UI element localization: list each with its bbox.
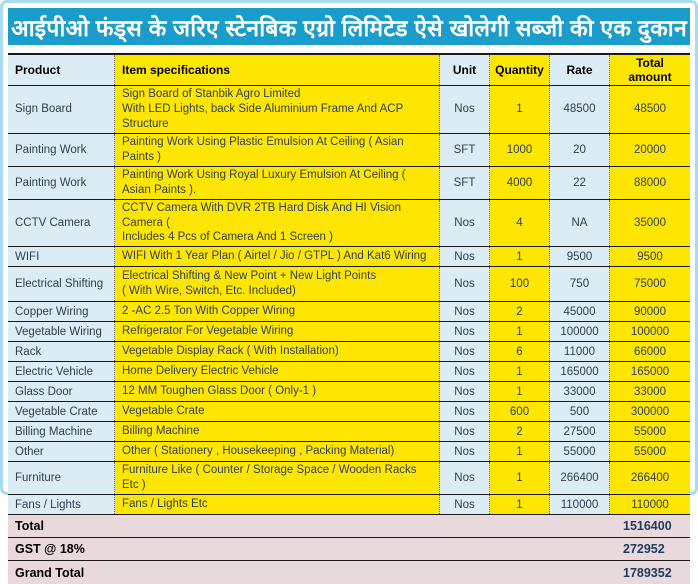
cell-rate: 500 — [550, 402, 610, 421]
cell-rate: 33000 — [550, 382, 610, 401]
cell-unit: Nos — [440, 422, 490, 441]
cell-product: Vegetable Crate — [8, 402, 115, 421]
cell-spec: Billing Machine — [115, 422, 440, 441]
cell-total: 266400 — [610, 462, 690, 494]
summary-row-grand-total — [8, 561, 690, 584]
cell-total: 90000 — [610, 302, 690, 321]
total-value: 1516400 — [623, 519, 672, 534]
table-row — [8, 247, 690, 267]
cell-unit: Nos — [440, 402, 490, 421]
cell-spec: 2 -AC 2.5 Ton With Copper Wiring — [115, 302, 440, 321]
cell-product: Furniture — [8, 462, 115, 494]
cell-total: 20000 — [610, 134, 690, 166]
summary-row-total — [8, 515, 690, 538]
cell-unit: Nos — [440, 442, 490, 461]
cell-spec: Home Delivery Electric Vehicle — [115, 362, 440, 381]
cell-unit: Nos — [440, 247, 490, 266]
cell-spec: Furniture Like ( Counter / Storage Space / Wooden Racks Etc ) — [115, 462, 440, 494]
cell-spec: CCTV Camera With DVR 2TB Hard Disk And HI Vision Camera ( Includes 4 Pcs of Camera And 1 Screen ) — [115, 200, 440, 247]
cell-rate: 110000 — [550, 495, 610, 514]
cell-spec: Painting Work Using Plastic Emulsion At Ceiling ( Asian Paints ) — [115, 134, 440, 166]
cell-total: 55000 — [610, 422, 690, 441]
cell-rate: 22 — [550, 167, 610, 199]
cell-unit: SFT — [440, 134, 490, 166]
grand-total-label: Grand Total — [15, 565, 85, 580]
cell-spec: Sign Board of Stanbik Agro Limited With LED Lights, back Side Aluminium Frame And ACP Structure — [115, 86, 440, 133]
table-row — [8, 495, 690, 515]
cell-quantity: 1 — [490, 86, 550, 133]
cell-quantity: 2 — [490, 422, 550, 441]
cell-quantity: 100 — [490, 267, 550, 301]
cell-product: Fans / Lights — [8, 495, 115, 514]
table-row — [8, 342, 690, 362]
cell-rate: 48500 — [550, 86, 610, 133]
column-header-rate: Rate — [550, 55, 610, 85]
cell-product: Rack — [8, 342, 115, 361]
cell-spec: Painting Work Using Royal Luxury Emulsion At Ceiling ( Asian Paints ). — [115, 167, 440, 199]
headline-text: आईपीओ फंड्स के जरिए स्टेनबिक एग्रो लिमिटेड ऐसे खोलेगी सब्जी की एक दुकान — [11, 14, 687, 41]
cell-quantity: 1 — [490, 322, 550, 341]
cell-unit: Nos — [440, 495, 490, 514]
table-body — [8, 86, 690, 515]
cell-total: 55000 — [610, 442, 690, 461]
cell-total: 165000 — [610, 362, 690, 381]
table-row — [8, 462, 690, 495]
cell-product: Other — [8, 442, 115, 461]
cell-total: 48500 — [610, 86, 690, 133]
cell-spec: Other ( Stationery , Housekeeping , Packing Material) — [115, 442, 440, 461]
total-label: Total — [15, 519, 44, 534]
cell-product: Vegetable Wiring — [8, 322, 115, 341]
cell-unit: Nos — [440, 462, 490, 494]
table-row — [8, 167, 690, 200]
cell-spec: 12 MM Toughen Glass Door ( Only-1 ) — [115, 382, 440, 401]
cell-spec: Vegetable Crate — [115, 402, 440, 421]
cell-product: WIFI — [8, 247, 115, 266]
cell-unit: Nos — [440, 267, 490, 301]
headline-bar — [8, 8, 690, 45]
cell-spec: Refrigerator For Vegetable Wiring — [115, 322, 440, 341]
cell-unit: SFT — [440, 167, 490, 199]
cell-total: 88000 — [610, 167, 690, 199]
table-row — [8, 442, 690, 462]
table-row — [8, 86, 690, 134]
cell-quantity: 1000 — [490, 134, 550, 166]
cell-unit: Nos — [440, 362, 490, 381]
cell-rate: 45000 — [550, 302, 610, 321]
cell-unit: Nos — [440, 86, 490, 133]
column-header-unit: Unit — [440, 55, 490, 85]
cell-rate: 266400 — [550, 462, 610, 494]
cell-rate: 750 — [550, 267, 610, 301]
cell-rate: 165000 — [550, 362, 610, 381]
cell-unit: Nos — [440, 322, 490, 341]
cell-rate: 27500 — [550, 422, 610, 441]
cell-product: Electrical Shifting — [8, 267, 115, 301]
cell-quantity: 1 — [490, 442, 550, 461]
cell-quantity: 1 — [490, 362, 550, 381]
table-row — [8, 134, 690, 167]
cell-quantity: 4 — [490, 200, 550, 247]
table-row — [8, 382, 690, 402]
cell-rate: 20 — [550, 134, 610, 166]
cell-unit: Nos — [440, 382, 490, 401]
cell-total: 75000 — [610, 267, 690, 301]
cell-rate: 9500 — [550, 247, 610, 266]
summary-row-gst — [8, 538, 690, 561]
column-header-item-specifications: Item specifications — [115, 55, 440, 85]
cell-unit: Nos — [440, 342, 490, 361]
cell-product: Sign Board — [8, 86, 115, 133]
cell-quantity: 4000 — [490, 167, 550, 199]
cell-quantity: 600 — [490, 402, 550, 421]
cell-rate: NA — [550, 200, 610, 247]
cell-product: Copper Wiring — [8, 302, 115, 321]
gst-value: 272952 — [623, 542, 665, 557]
cell-total: 100000 — [610, 322, 690, 341]
cell-quantity: 1 — [490, 495, 550, 514]
cell-quantity: 2 — [490, 302, 550, 321]
cell-spec: Vegetable Display Rack ( With Installation) — [115, 342, 440, 361]
cell-quantity: 6 — [490, 342, 550, 361]
cost-table — [8, 53, 690, 584]
cell-spec: Fans / Lights Etc — [115, 495, 440, 514]
grand-total-value: 1789352 — [623, 565, 672, 580]
cell-total: 9500 — [610, 247, 690, 266]
table-row — [8, 267, 690, 302]
cell-total: 35000 — [610, 200, 690, 247]
cell-product: Electric Vehicle — [8, 362, 115, 381]
cell-product: Painting Work — [8, 134, 115, 166]
cell-product: Billing Machine — [8, 422, 115, 441]
cell-total: 33000 — [610, 382, 690, 401]
cell-product: Painting Work — [8, 167, 115, 199]
cell-rate: 100000 — [550, 322, 610, 341]
cell-spec: WIFI With 1 Year Plan ( Airtel / Jio / GTPL ) And Kat6 Wiring — [115, 247, 440, 266]
cell-rate: 11000 — [550, 342, 610, 361]
cell-product: CCTV Camera — [8, 200, 115, 247]
cell-total: 300000 — [610, 402, 690, 421]
table-header-row — [8, 55, 690, 86]
column-header-quantity: Quantity — [490, 55, 550, 85]
cell-total: 66000 — [610, 342, 690, 361]
cell-spec: Electrical Shifting & New Point + New Light Points ( With Wire, Switch, Etc. Included) — [115, 267, 440, 301]
table-row — [8, 302, 690, 322]
cell-unit: Nos — [440, 302, 490, 321]
cell-product: Glass Door — [8, 382, 115, 401]
cell-quantity: 1 — [490, 462, 550, 494]
table-row — [8, 200, 690, 248]
cell-rate: 55000 — [550, 442, 610, 461]
cell-total: 110000 — [610, 495, 690, 514]
cell-unit: Nos — [440, 200, 490, 247]
column-header-total-amount: Total amount — [610, 55, 690, 85]
gst-label: GST @ 18% — [15, 542, 85, 557]
cell-quantity: 1 — [490, 382, 550, 401]
table-row — [8, 402, 690, 422]
table-row — [8, 322, 690, 342]
column-header-product: Product — [8, 55, 115, 85]
cell-quantity: 1 — [490, 247, 550, 266]
table-row — [8, 362, 690, 382]
table-row — [8, 422, 690, 442]
